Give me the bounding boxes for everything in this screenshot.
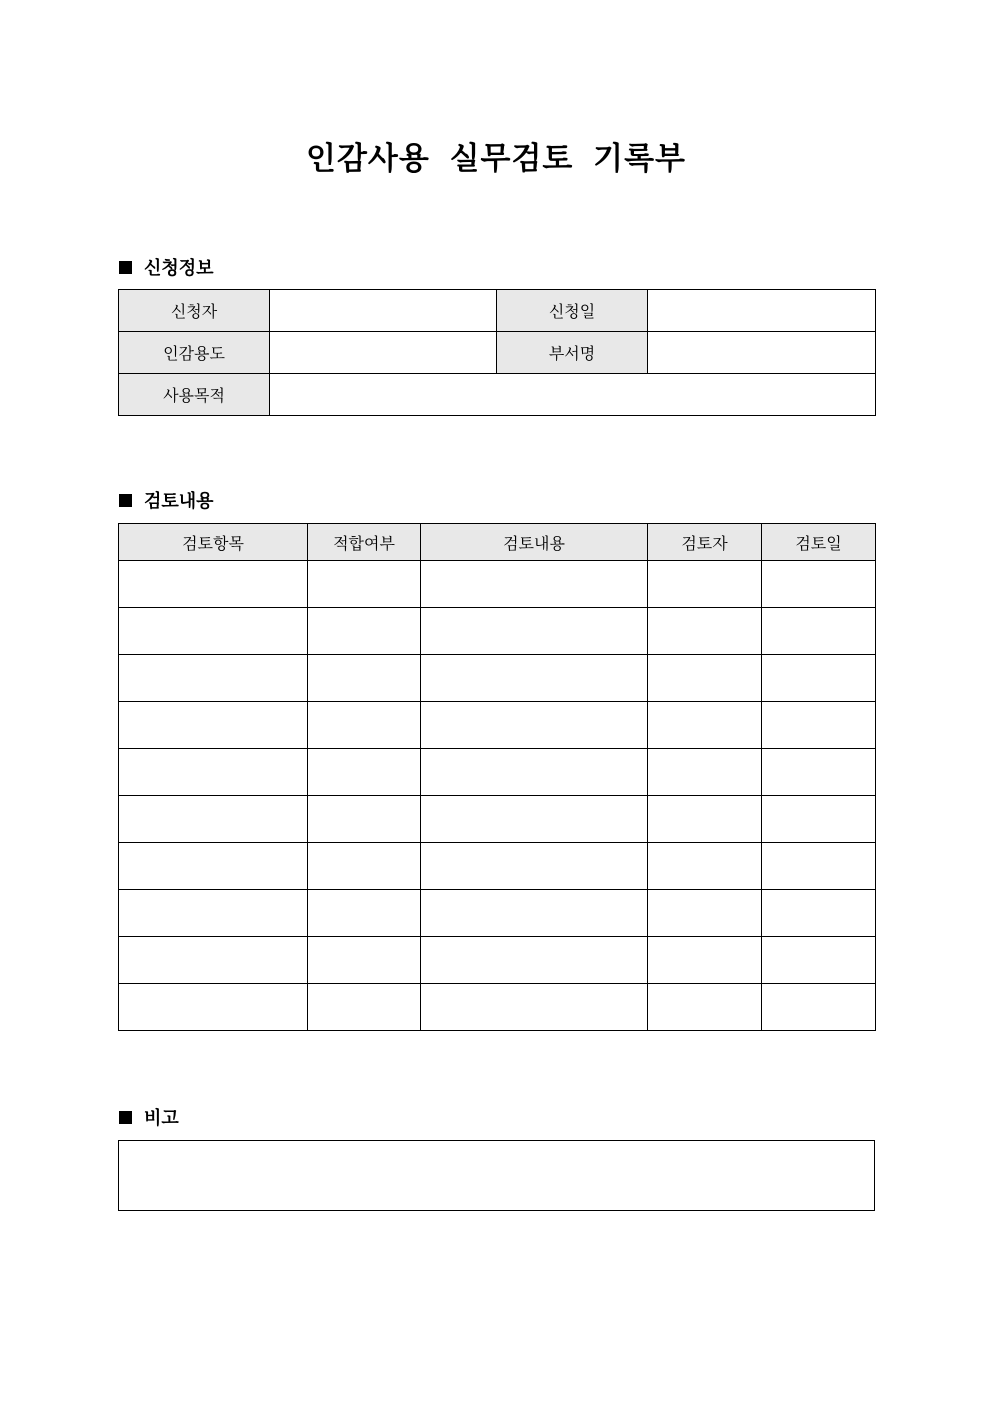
- table-row: [119, 655, 876, 702]
- review-content-cell[interactable]: [421, 937, 648, 984]
- reviewer-cell[interactable]: [648, 843, 762, 890]
- review-date-cell[interactable]: [762, 608, 876, 655]
- column-header-review-date: 검토일: [762, 524, 876, 561]
- suitability-cell[interactable]: [308, 749, 421, 796]
- square-bullet-icon: [119, 261, 132, 274]
- remarks-field[interactable]: [118, 1140, 875, 1211]
- table-row: [119, 937, 876, 984]
- reviewer-cell[interactable]: [648, 561, 762, 608]
- seal-use-field[interactable]: [270, 332, 497, 374]
- department-label: 부서명: [497, 332, 648, 374]
- review-item-cell[interactable]: [119, 796, 308, 843]
- review-content-cell[interactable]: [421, 608, 648, 655]
- reviewer-cell[interactable]: [648, 608, 762, 655]
- department-field[interactable]: [648, 332, 876, 374]
- application-info-table: [118, 289, 876, 416]
- table-row: [119, 561, 876, 608]
- table-row: [119, 843, 876, 890]
- suitability-cell[interactable]: [308, 608, 421, 655]
- review-item-cell[interactable]: [119, 702, 308, 749]
- review-date-cell[interactable]: [762, 796, 876, 843]
- reviewer-cell[interactable]: [648, 702, 762, 749]
- table-row: [119, 796, 876, 843]
- table-row: [119, 890, 876, 937]
- suitability-cell[interactable]: [308, 937, 421, 984]
- review-item-cell[interactable]: [119, 984, 308, 1031]
- reviewer-cell[interactable]: [648, 655, 762, 702]
- suitability-cell[interactable]: [308, 890, 421, 937]
- suitability-cell[interactable]: [308, 655, 421, 702]
- review-item-cell[interactable]: [119, 937, 308, 984]
- column-header-reviewer: 검토자: [648, 524, 762, 561]
- review-item-cell[interactable]: [119, 843, 308, 890]
- reviewer-cell[interactable]: [648, 937, 762, 984]
- section-heading-label: 신청정보: [144, 258, 214, 279]
- review-date-cell[interactable]: [762, 561, 876, 608]
- review-date-cell[interactable]: [762, 655, 876, 702]
- section-heading-review: [119, 487, 214, 513]
- section-heading-label: 검토내용: [144, 491, 214, 512]
- section-heading-application-info: [119, 254, 214, 280]
- reviewer-cell[interactable]: [648, 796, 762, 843]
- apply-date-field[interactable]: [648, 290, 876, 332]
- review-item-cell[interactable]: [119, 608, 308, 655]
- square-bullet-icon: [119, 1111, 132, 1124]
- suitability-cell[interactable]: [308, 984, 421, 1031]
- review-item-cell[interactable]: [119, 890, 308, 937]
- review-content-cell[interactable]: [421, 561, 648, 608]
- table-header-row: [119, 524, 876, 561]
- suitability-cell[interactable]: [308, 796, 421, 843]
- column-header-review-item: 검토항목: [119, 524, 308, 561]
- table-row: [119, 290, 876, 332]
- review-item-cell[interactable]: [119, 655, 308, 702]
- section-heading-label: 비고: [144, 1108, 179, 1129]
- section-heading-remarks: [119, 1104, 179, 1130]
- review-date-cell[interactable]: [762, 890, 876, 937]
- review-date-cell[interactable]: [762, 984, 876, 1031]
- table-row: [119, 749, 876, 796]
- applicant-label: 신청자: [119, 290, 270, 332]
- review-content-cell[interactable]: [421, 749, 648, 796]
- review-date-cell[interactable]: [762, 937, 876, 984]
- table-row: [119, 702, 876, 749]
- reviewer-cell[interactable]: [648, 890, 762, 937]
- review-item-cell[interactable]: [119, 561, 308, 608]
- table-row: [119, 374, 876, 416]
- applicant-field[interactable]: [270, 290, 497, 332]
- review-content-cell[interactable]: [421, 796, 648, 843]
- square-bullet-icon: [119, 494, 132, 507]
- review-content-cell[interactable]: [421, 702, 648, 749]
- column-header-review-content: 검토내용: [421, 524, 648, 561]
- purpose-field[interactable]: [270, 374, 876, 416]
- review-content-cell[interactable]: [421, 984, 648, 1031]
- table-row: [119, 332, 876, 374]
- review-date-cell[interactable]: [762, 702, 876, 749]
- review-content-cell[interactable]: [421, 655, 648, 702]
- review-content-cell[interactable]: [421, 890, 648, 937]
- table-row: [119, 608, 876, 655]
- reviewer-cell[interactable]: [648, 749, 762, 796]
- review-table: [118, 523, 876, 1031]
- review-date-cell[interactable]: [762, 843, 876, 890]
- apply-date-label: 신청일: [497, 290, 648, 332]
- review-date-cell[interactable]: [762, 749, 876, 796]
- purpose-label: 사용목적: [119, 374, 270, 416]
- suitability-cell[interactable]: [308, 561, 421, 608]
- reviewer-cell[interactable]: [648, 984, 762, 1031]
- review-table-body: [119, 561, 876, 1031]
- table-row: [119, 984, 876, 1031]
- page-title: 인감사용 실무검토 기록부: [306, 141, 686, 177]
- review-content-cell[interactable]: [421, 843, 648, 890]
- suitability-cell[interactable]: [308, 702, 421, 749]
- seal-use-label: 인감용도: [119, 332, 270, 374]
- review-item-cell[interactable]: [119, 749, 308, 796]
- suitability-cell[interactable]: [308, 843, 421, 890]
- column-header-suitability: 적합여부: [308, 524, 421, 561]
